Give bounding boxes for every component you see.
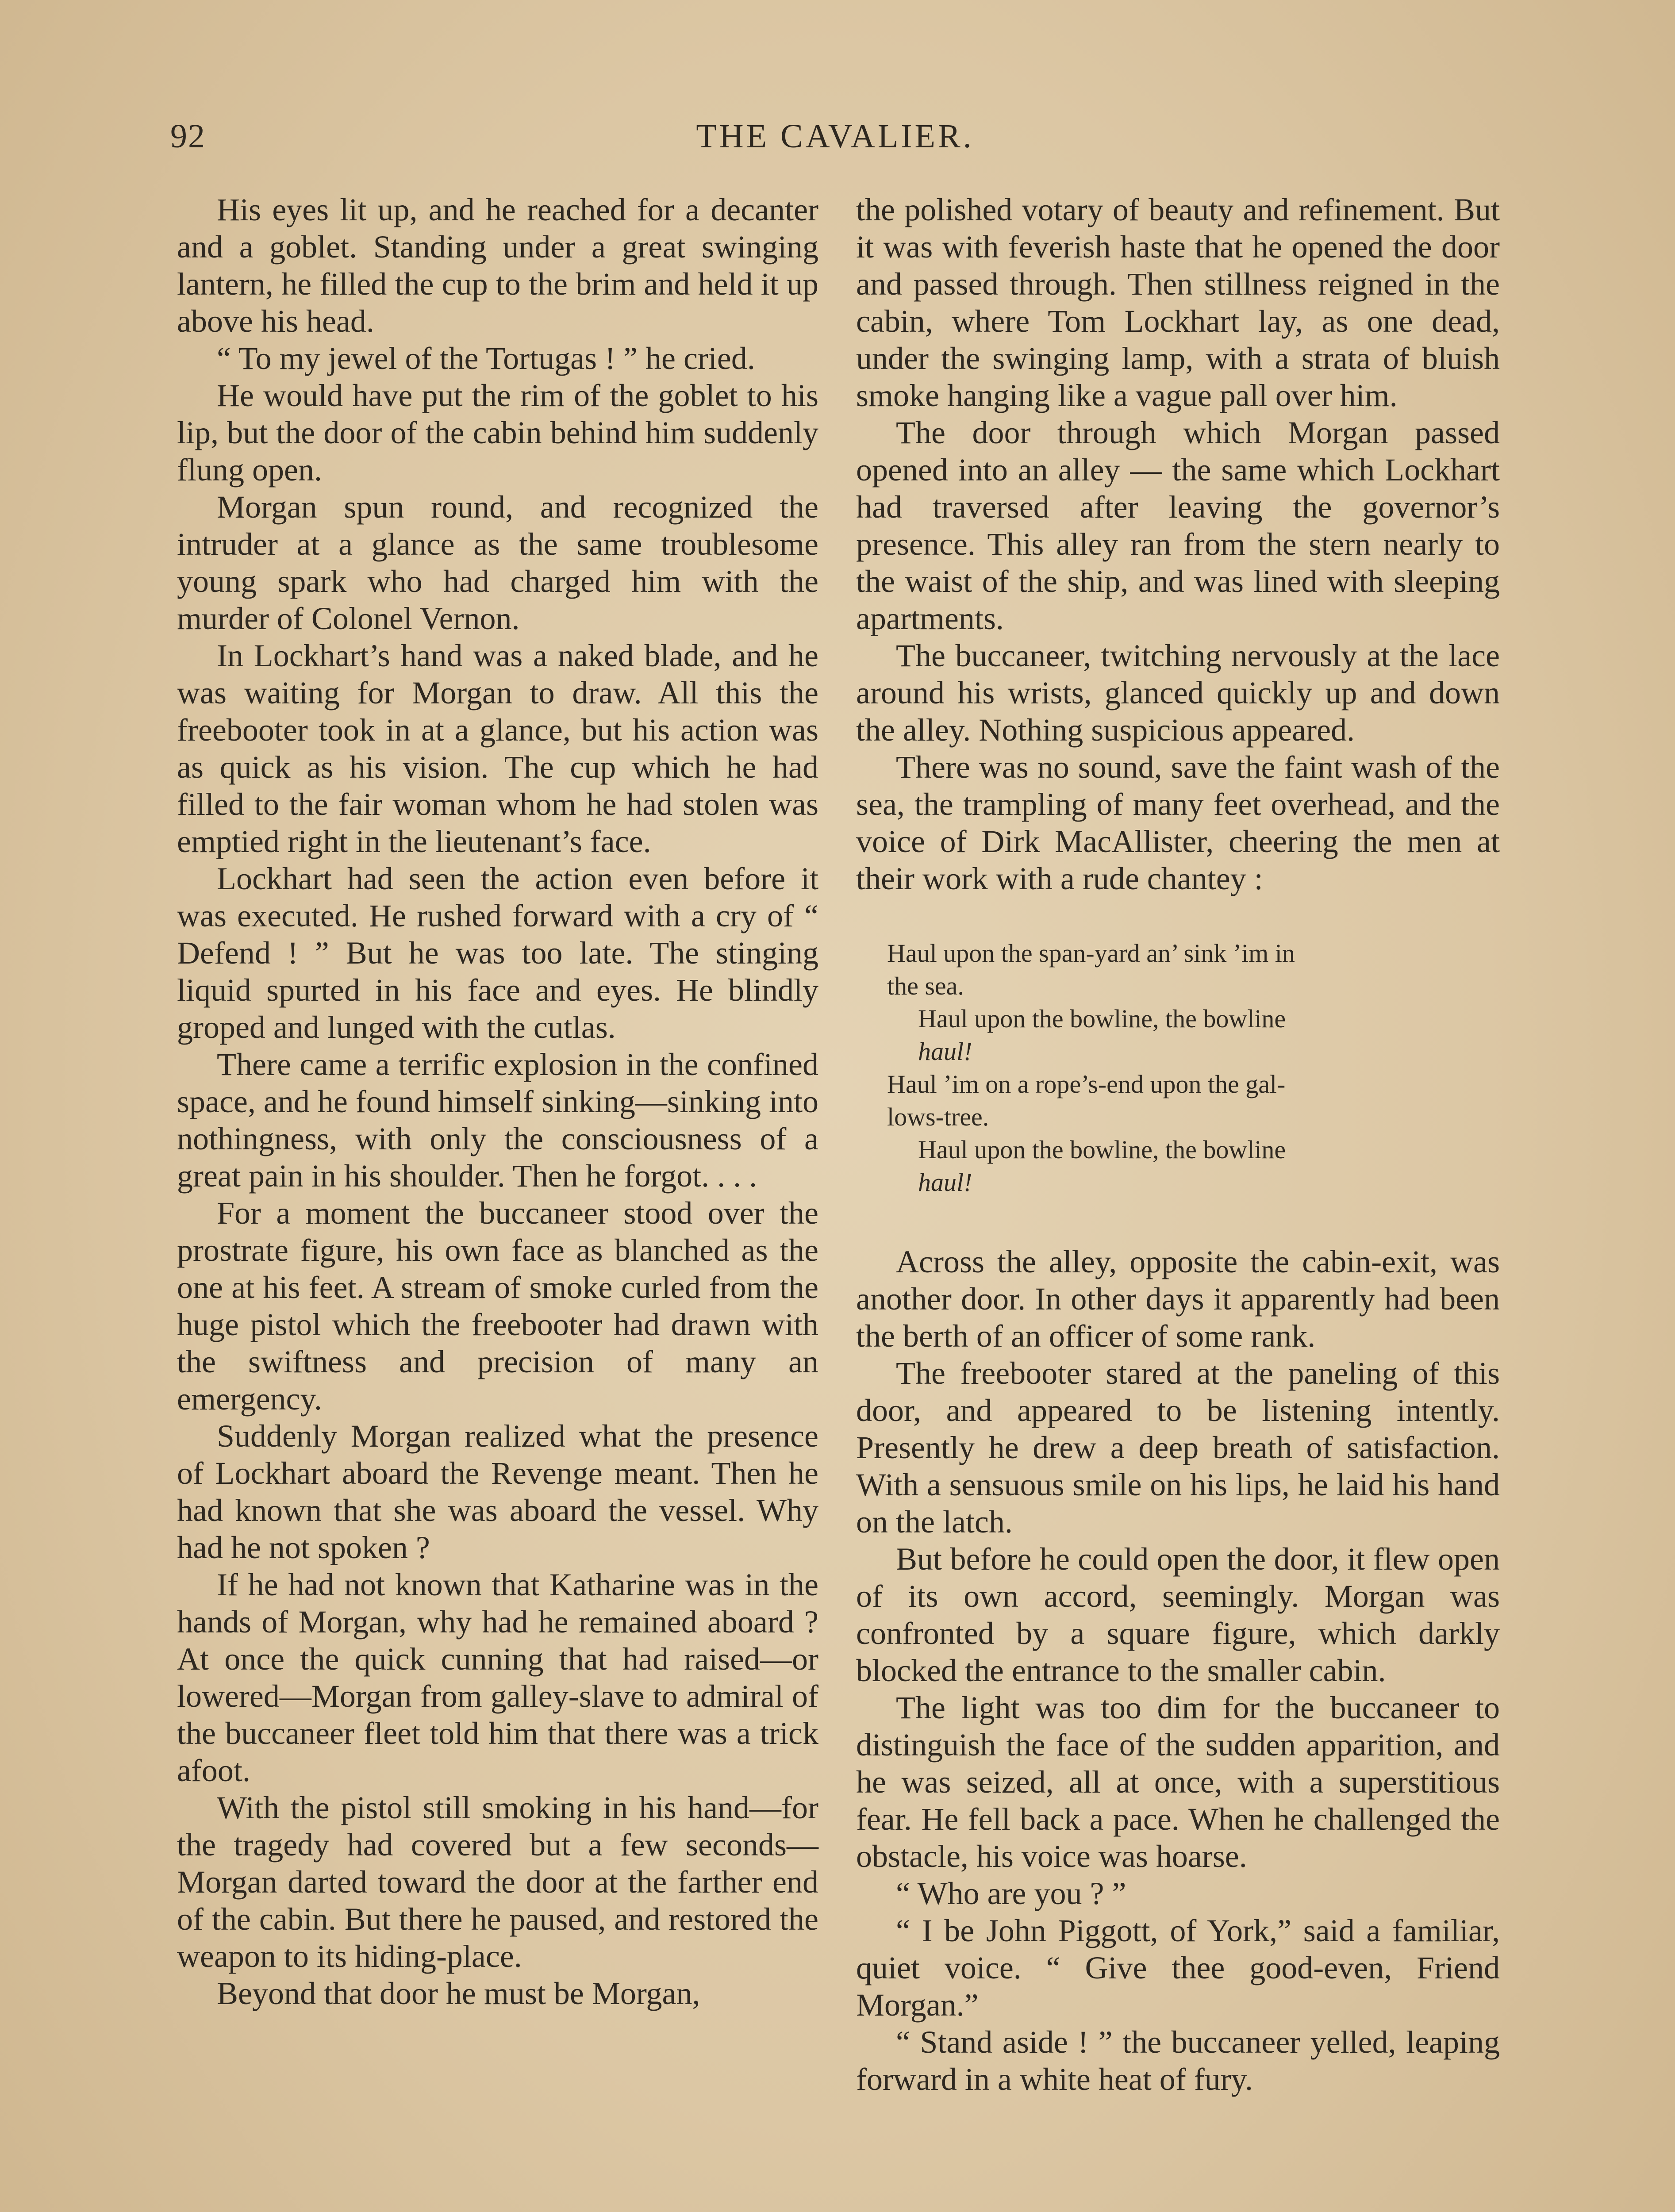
paragraph: If he had not known that Katharine was in the hands of Morgan, why had he remained aboard ? At once the quick cunning that had raised—or lowered—Morgan from galley-slave to admiral of the buccaneer fleet told him that there was a trick afoot. xyxy=(177,1567,818,1788)
paragraph: For a moment the buccaneer stood over the prostrate figure, his own face as blanched as the one at his feet. A stream of smoke curled from the huge pistol which the freebooter had drawn with the swiftness and precision of many an emergency. xyxy=(177,1195,818,1417)
page-number: 92 xyxy=(170,118,206,155)
verse-line xyxy=(918,1002,1500,1068)
verse-line xyxy=(918,1133,1500,1199)
verse-continuation: the sea. xyxy=(887,972,964,1000)
verse-continuation: lows-tree. xyxy=(887,1102,989,1131)
verse-text: Haul ’im on a rope’s-end upon the gal- xyxy=(887,1070,1286,1098)
verse-line xyxy=(887,937,1500,1002)
paragraph: The door through which Morgan passed opened into an alley — the same which Lockhart had traversed after leaving the governor’s presence. This alley ran from the stern nearly to the waist of the ship, and was lined with sleeping apartments. xyxy=(856,415,1500,636)
paragraph: the polished votary of beauty and refinement. But it was with feverish haste that he opened the door and passed through. Then stillness reigned in the cabin, where Tom Lockhart lay, as one dead, under the swinging lamp, with a strata of bluish smoke hanging like a vague pall over him. xyxy=(856,192,1500,413)
left-column xyxy=(177,191,818,2012)
paragraph: The freebooter stared at the paneling of this door, and appeared to be listening intently. Presently he drew a deep breath of satisfaction. With a sensuous smile on his lips, he laid his hand on the latch. xyxy=(856,1356,1500,1540)
paragraph: Morgan spun round, and recognized the intruder at a glance as the same troublesome young spark who had charged him with the murder of Colonel Vernon. xyxy=(177,489,818,636)
right-column xyxy=(856,191,1500,2098)
paragraph: Across the alley, opposite the cabin-exit, was another door. In other days it apparently had been the berth of an officer of some rank. xyxy=(856,1244,1500,1354)
paragraph: The light was too dim for the buccaneer to distinguish the face of the sudden apparition, and he was seized, all at once, with a superstitious fear. He fell back a pace. When he challenged the obstacle, his voice was hoarse. xyxy=(856,1690,1500,1874)
paragraph: There came a terrific explosion in the confined space, and he found himself sinking—sinking into nothingness, with only the consciousness of a great pain in his shoulder. Then he forgot. . . . xyxy=(177,1047,818,1194)
paragraph: His eyes lit up, and he reached for a decanter and a goblet. Standing under a great swinging lantern, he filled the cup to the brim and held it up above his head. xyxy=(177,192,818,339)
paragraph: With the pistol still smoking in his hand—for the tragedy had covered but a few seconds—Morgan darted toward the door at the farther end of the cabin. But there he paused, and restored the weapon to its hiding-place. xyxy=(177,1790,818,1974)
verse-text: Haul upon the bowline, the bowline xyxy=(918,1135,1286,1164)
paragraph: “ I be John Piggott, of York,” said a familiar, quiet voice. “ Give thee good-even, Friend Morgan.” xyxy=(856,1913,1500,2023)
verse-continuation: haul! xyxy=(918,1168,972,1197)
paragraph: There was no sound, save the faint wash of the sea, the trampling of many feet overhead, and the voice of Dirk MacAllister, cheering the men at their work with a rude chantey : xyxy=(856,749,1500,896)
paragraph: “ Who are you ? ” xyxy=(896,1876,1126,1911)
paragraph: “ To my jewel of the Tortugas ! ” he cried. xyxy=(217,341,755,376)
paragraph: Suddenly Morgan realized what the presence of Lockhart aboard the Revenge meant. Then he had known that she was aboard the vessel. Why had he not spoken ? xyxy=(177,1418,818,1565)
running-title: THE CAVALIER. xyxy=(696,118,974,155)
page-header xyxy=(170,114,1500,163)
paragraph: He would have put the rim of the goblet to his lip, but the door of the cabin behind him suddenly flung open. xyxy=(177,378,818,488)
paragraph: Beyond that door he must be Morgan, xyxy=(217,1976,700,2011)
paragraph: But before he could open the door, it flew open of its own accord, seemingly. Morgan was confronted by a square figure, which darkly blocked the entrance to the smaller cabin. xyxy=(856,1541,1500,1688)
paragraph: Lockhart had seen the action even before it was executed. He rushed forward with a cry of “ Defend ! ” But he was too late. The stinging liquid spurted in his face and eyes. He blindly groped and lunged with the cutlas. xyxy=(177,861,818,1045)
verse-text: Haul upon the bowline, the bowline xyxy=(918,1004,1286,1033)
paragraph: In Lockhart’s hand was a naked blade, and he was waiting for Morgan to draw. All this the freebooter took in at a glance, but his action was as quick as his vision. The cup which he had filled to the fair woman whom he had stolen was emptied right in the lieutenant’s face. xyxy=(177,638,818,859)
verse-line xyxy=(887,1068,1500,1133)
chantey-verse xyxy=(887,937,1500,1199)
verse-continuation: haul! xyxy=(918,1037,972,1066)
verse-text: Haul upon the span-yard an’ sink ’im in xyxy=(887,939,1295,968)
paragraph: “ Stand aside ! ” the buccaneer yelled, leaping forward in a white heat of fury. xyxy=(856,2024,1500,2097)
paragraph: The buccaneer, twitching nervously at the lace around his wrists, glanced quickly up and down the alley. Nothing suspicious appeared. xyxy=(856,638,1500,748)
